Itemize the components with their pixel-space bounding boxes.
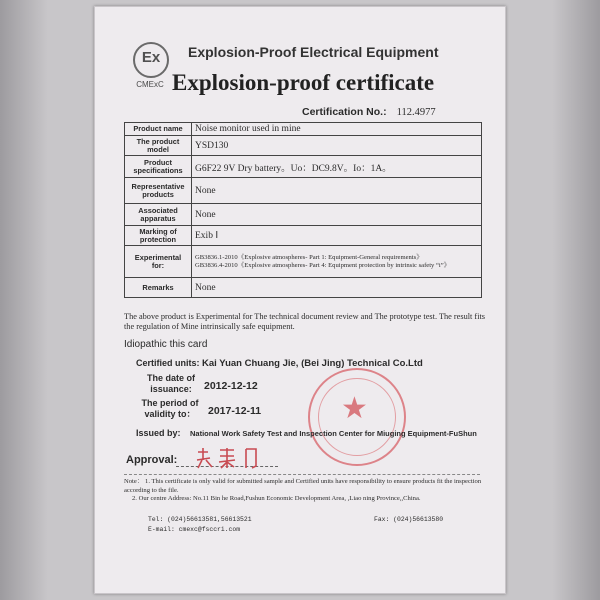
notes-divider [124, 474, 480, 475]
validity-label-line: validity to： [144, 409, 196, 419]
fax: Fax: (024)56613580 [374, 516, 444, 523]
logo-mark: Ex [141, 49, 161, 66]
telephone: Tel: (024)56613581,56613521 [148, 516, 252, 523]
result-paragraph: The above product is Experimental for The technical document review and The prototype test. The result fits the regulation of Mine intrinsically safe equipment. [124, 312, 486, 331]
table-row [125, 156, 482, 178]
issuance-label-line: issuance: [150, 384, 192, 394]
row-label: The product model [125, 136, 192, 156]
row-value: G6F22 9V Dry battery。Uo：DC9.8V。Io：1A。 [192, 156, 482, 178]
row-label: Remarks [125, 278, 192, 298]
certificate-page [94, 6, 506, 594]
row-label: Representative products [125, 178, 192, 204]
certified-units-label: Certified units: [136, 358, 200, 368]
note-1: Note： 1. This certificate is only valid for submitted sample and Certified units have responsibility to ensure products fit the inspection according to the file. [124, 478, 482, 494]
row-value: Noise monitor used in mine [192, 123, 482, 136]
validity-label [136, 398, 204, 420]
table-row [125, 226, 482, 246]
issuance-date: 2012-12-12 [204, 380, 258, 392]
row-label: Product specifications [125, 156, 192, 178]
notes [124, 478, 484, 504]
row-value [192, 246, 482, 278]
row-value: Exib Ⅰ [192, 226, 482, 246]
validity-date: 2017-12-11 [208, 405, 262, 417]
issued-by-value: National Work Safety Test and Inspection Center for Miuging Equipment-FuShun [190, 429, 477, 438]
certification-number [302, 106, 436, 118]
certification-label: Certification No.: [302, 106, 387, 118]
certification-value: 112.4977 [396, 107, 436, 118]
note-2: 2. Our centre Address: No.11 Bin he Road,Fushun Economic Development Area, ,Liao ning Province,,China. [132, 495, 421, 503]
header-line: Explosion-Proof Electrical Equipment [188, 44, 439, 60]
validity-label-line: The period of [141, 398, 199, 408]
row-value: None [192, 178, 482, 204]
table-row [125, 278, 482, 298]
row-label: Experimental for: [125, 246, 192, 278]
standard-line: GB3836.1-2010《Explosive atmospheres- Part 1: Equipment-General requirements》 [195, 253, 423, 261]
page-title: Explosion-proof certificate [172, 70, 435, 95]
signature [194, 446, 274, 470]
issuance-label [142, 373, 200, 395]
logo-text: CMExC [136, 80, 164, 89]
table-row [125, 123, 482, 136]
cmexc-logo [128, 42, 172, 94]
table-row [125, 246, 482, 278]
standard-line: GB3836.4-2010《Explosive atmospheres- Part 4: Equipment protection by intrinsic safety “i”》 [195, 261, 451, 269]
star-icon: ★ [341, 392, 368, 425]
official-seal [308, 368, 406, 466]
table-row [125, 204, 482, 226]
row-value: YSD130 [192, 136, 482, 156]
row-label: Associated apparatus [125, 204, 192, 226]
product-table [124, 122, 482, 298]
certified-units-value: Kai Yuan Chuang Jie, (Bei Jing) Technical Co.Ltd [202, 358, 423, 369]
table-row [125, 178, 482, 204]
table-row [125, 136, 482, 156]
row-value: None [192, 204, 482, 226]
issuance-label-line: The date of [146, 373, 195, 383]
row-label: Marking of protection [125, 226, 192, 246]
row-label: Product name [125, 123, 192, 136]
email: E-mail: cmexc@fsccri.com [148, 526, 241, 533]
idiopathic-note: Idiopathic this card [124, 339, 208, 350]
approval-label: Approval: [126, 454, 178, 466]
issued-by-label: Issued by: [136, 428, 181, 438]
row-value: None [192, 278, 482, 298]
